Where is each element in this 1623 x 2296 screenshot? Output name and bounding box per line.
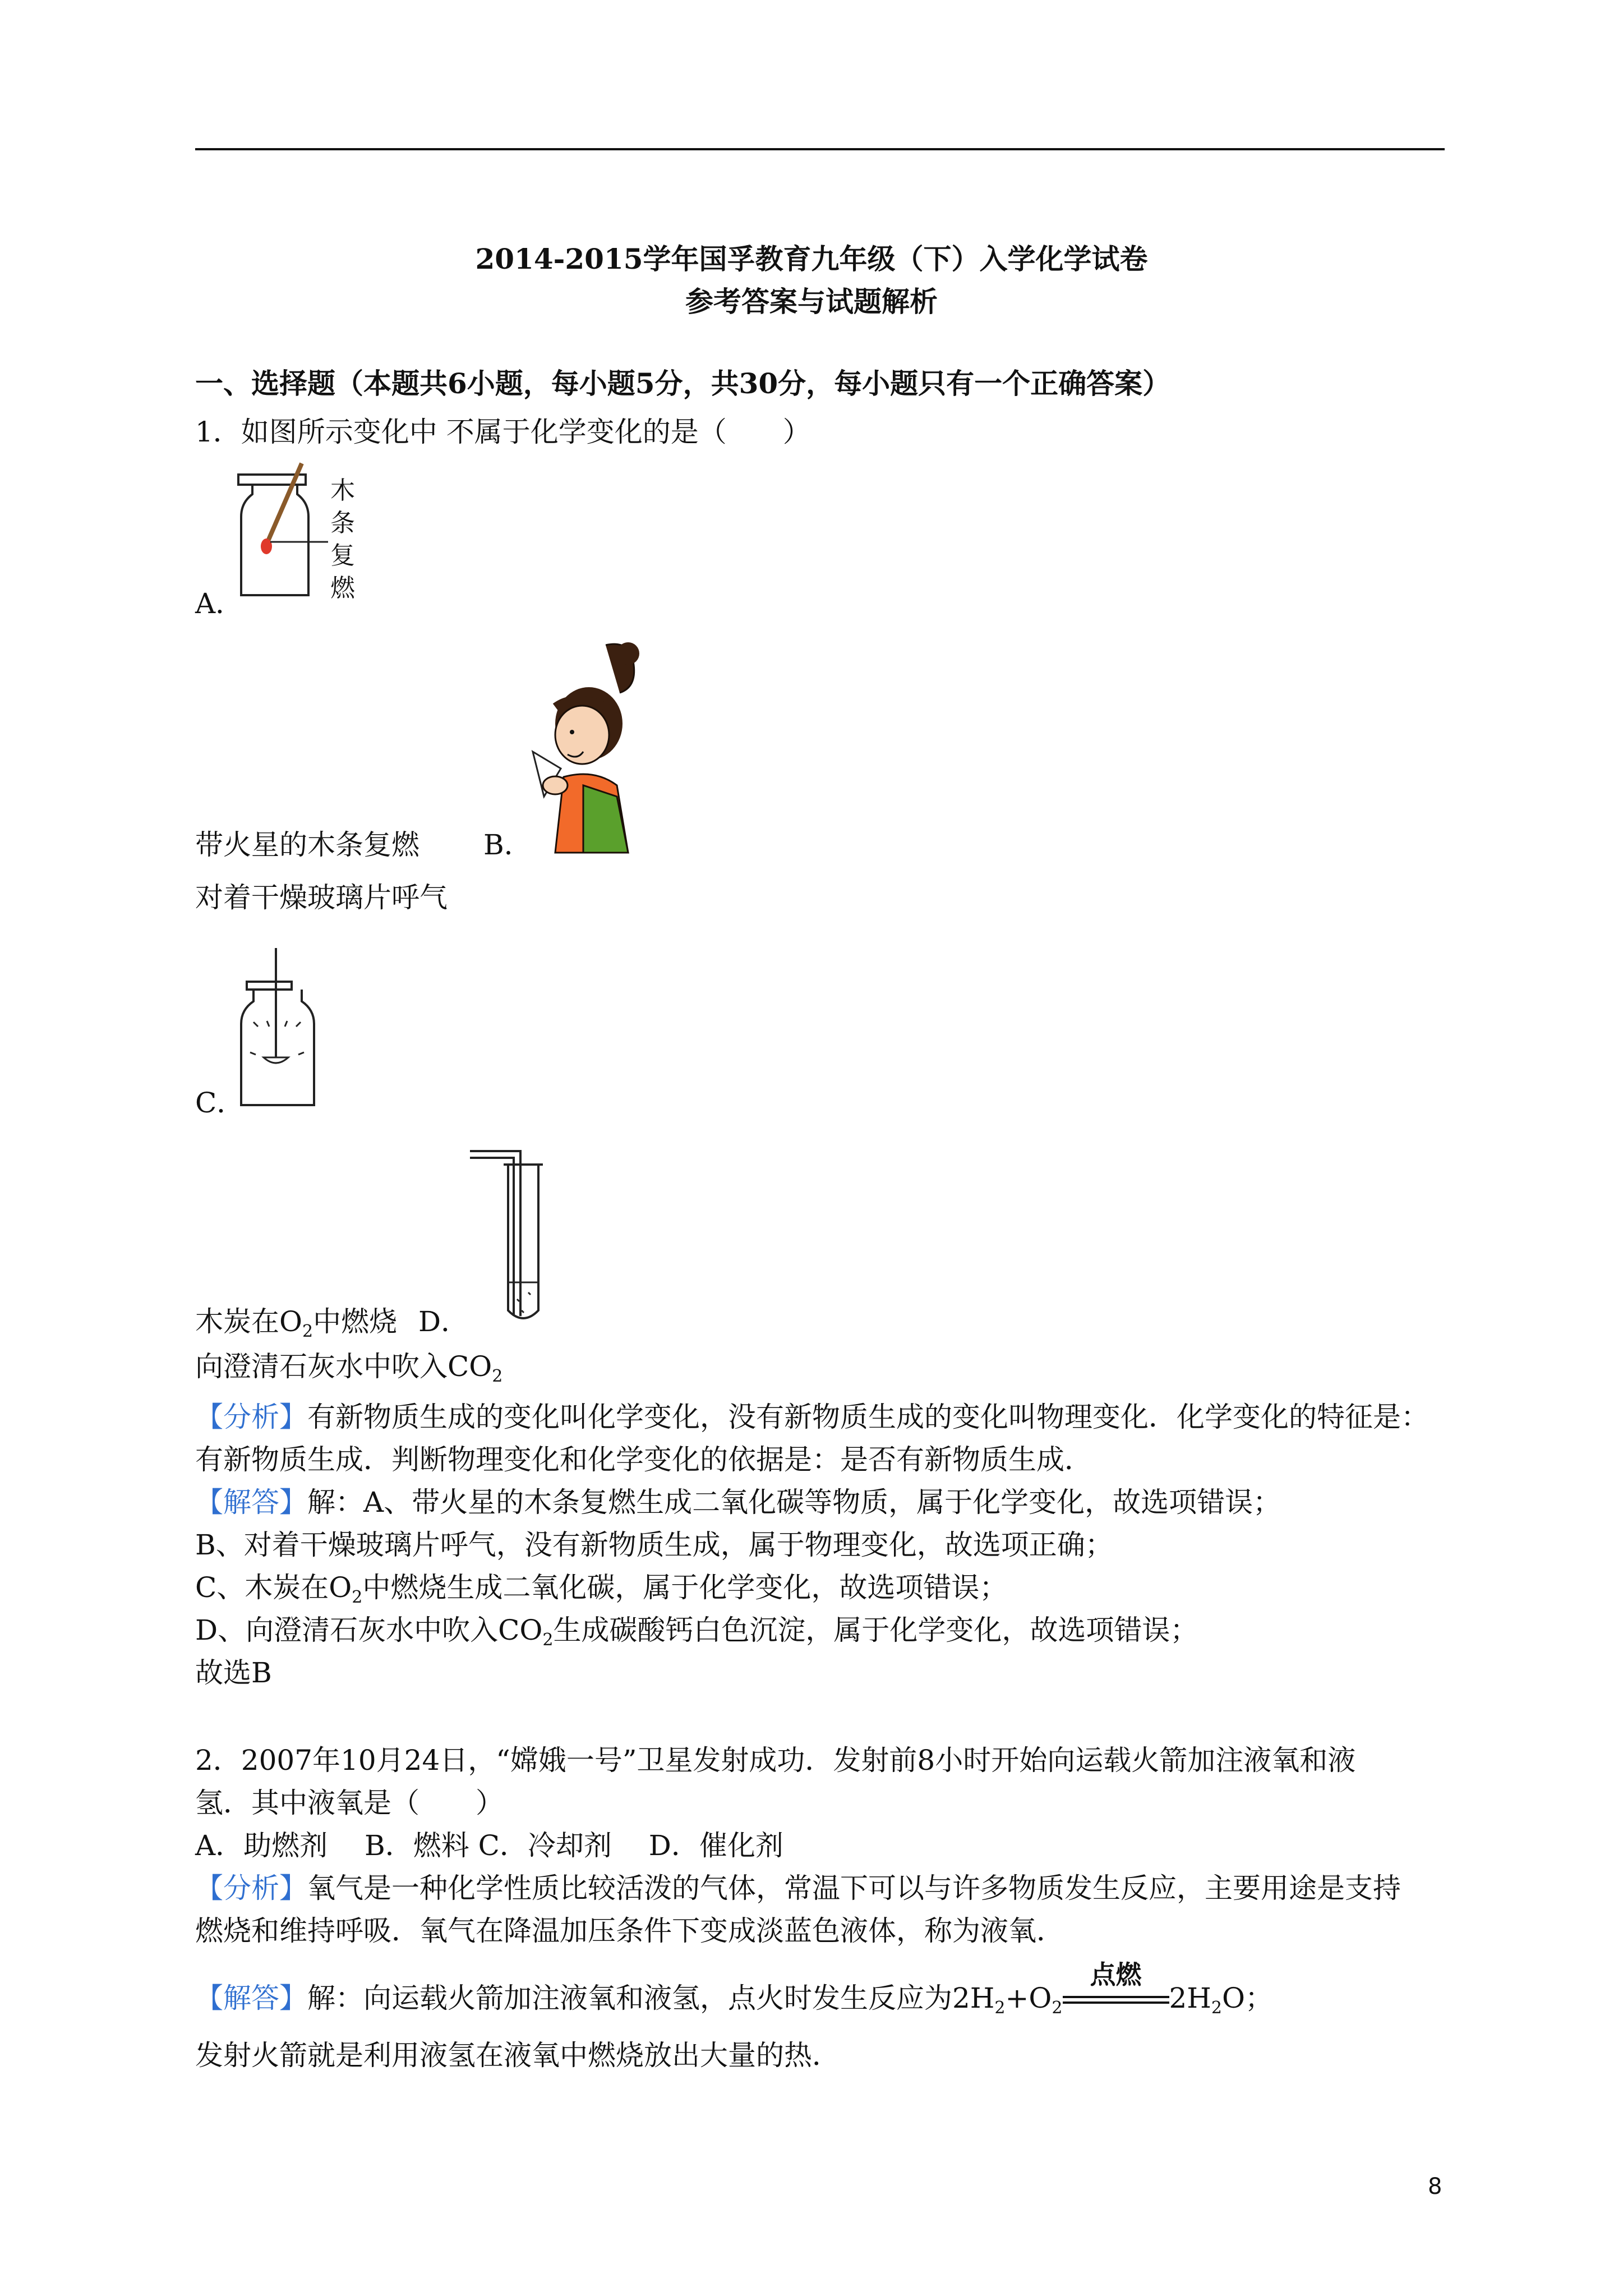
fig-a-char-3: 复: [330, 541, 355, 570]
option-a-label: A．: [195, 587, 244, 620]
q2-analysis-line1: [195, 1871, 1401, 1905]
eq-o2-sub: 2: [1052, 1998, 1063, 2018]
answer-l4-post: 生成碳酸钙白色沉淀，属于化学变化，故选项错误；: [553, 1614, 1198, 1646]
doc-title: 2014-2015学年国孚教育九年级（下）入学化学试卷: [475, 242, 1148, 275]
q1-answer-line4: [195, 1613, 1198, 1650]
eq-h2: 2H: [952, 1982, 995, 2014]
q2-stem-line1: 2．2007年10月24日，“嫦娥一号”卫星发射成功．发射前8小时开始向运载火箭加注液氧和液: [195, 1744, 1356, 1777]
eq-line-top: [1063, 1996, 1169, 1998]
q2-answer-line2: 发射火箭就是利用液氢在液氧中燃烧放出大量的热．: [195, 2039, 840, 2072]
eq-line-bottom: [1063, 2001, 1169, 2004]
analysis-tag: 【分析】: [195, 1872, 307, 1904]
option-a-caption: 带火星的木条复燃: [195, 829, 419, 861]
fig-a-char-4: 燃: [330, 574, 355, 602]
answer-tag: 【解答】: [195, 1486, 307, 1519]
figure-b-girl-breathing: [522, 639, 662, 853]
d-caption-sub: 2: [492, 1366, 503, 1386]
eq-h2o-sub: 2: [1211, 1998, 1223, 2018]
top-rule: [195, 148, 1445, 150]
q1-answer-line3: [195, 1571, 1008, 1607]
answer-tag: 【解答】: [195, 1982, 307, 2014]
equation-arrow: [1063, 1959, 1169, 2015]
q1-answer-line5: 故选B: [195, 1657, 272, 1689]
doc-subtitle: 参考答案与试题解析: [685, 285, 938, 318]
q2-analysis-line2: 燃烧和维持呼吸．氧气在降温加压条件下变成淡蓝色液体，称为液氧．: [195, 1915, 1064, 1947]
eq-condition: 点燃: [1090, 1959, 1142, 1990]
q1-answer-line2: B、对着干燥玻璃片呼气，没有新物质生成，属于物理变化，故选项正确；: [195, 1529, 1113, 1561]
q2-answer-line1: [195, 1959, 1274, 2018]
answer-l4-sub: 2: [542, 1630, 554, 1650]
q2-stem-line2: 氢．其中液氧是（ ）: [195, 1787, 504, 1819]
analysis-text: 有新物质生成的变化叫化学变化，没有新物质生成的变化叫物理变化．化学变化的特征是：: [307, 1401, 1429, 1433]
answer-text: 解：A、带火星的木条复燃生成二氧化碳等物质，属于化学变化，故选项错误；: [307, 1486, 1281, 1519]
fig-a-char-1: 木: [330, 476, 355, 505]
q1-analysis-line2: 有新物质生成．判断物理变化和化学变化的依据是：是否有新物质生成．: [195, 1443, 1092, 1476]
option-d-caption: [195, 1350, 503, 1386]
equation-left: [952, 1982, 1063, 2018]
c-caption-sub: 2: [302, 1322, 313, 1341]
fig-a-char-2: 条: [330, 509, 355, 537]
eq-h2o: 2H: [1169, 1982, 1211, 2014]
option-d-label: D．: [418, 1305, 469, 1338]
q2-options: A．助燃剂 B．燃料 C．冷却剂 D．催化剂: [195, 1829, 783, 1862]
analysis-tag: 【分析】: [195, 1401, 307, 1433]
eq-h2-sub: 2: [994, 1998, 1006, 2018]
analysis-text: 氧气是一种化学性质比较活泼的气体，常温下可以与许多物质发生反应，主要用途是支持: [307, 1872, 1401, 1904]
option-c-label: C．: [195, 1087, 245, 1119]
eq-o2: +O: [1005, 1982, 1052, 2014]
figure-d-test-tube: [470, 1148, 560, 1327]
answer-text: 解：向运载火箭加注液氧和液氢，点火时发生反应为: [307, 1982, 952, 2014]
figure-a-label: [329, 475, 357, 605]
c-caption-text: 木炭在O: [195, 1305, 302, 1338]
answer-l4-pre: D、向澄清石灰水中吹入CO: [195, 1614, 543, 1646]
answer-l3-pre: C、木炭在O: [195, 1571, 352, 1604]
page-number: 8: [1428, 2174, 1442, 2200]
option-b-label: B．: [483, 829, 532, 861]
answer-l3-post: 中燃烧生成二氧化碳，属于化学变化，故选项错误；: [362, 1571, 1008, 1604]
q1-analysis-line1: [195, 1400, 1429, 1434]
section-heading: 一、选择题（本题共6小题，每小题5分，共30分，每小题只有一个正确答案）: [195, 367, 1171, 400]
option-b-caption: 对着干燥玻璃片呼气: [195, 881, 448, 914]
figure-c-bottle-spoon: [236, 948, 325, 1111]
answer-l3-sub: 2: [352, 1588, 363, 1607]
q1-stem: 1．如图所示变化中 不属于化学变化的是（ ）: [195, 416, 811, 448]
eq-h2o-post: O；: [1222, 1982, 1274, 2014]
option-c-caption: [195, 1305, 398, 1341]
d-caption-text: 向澄清石灰水中吹入CO: [195, 1350, 492, 1383]
c-caption-post: 中燃烧: [313, 1305, 398, 1338]
q1-answer-line1: [195, 1485, 1281, 1519]
